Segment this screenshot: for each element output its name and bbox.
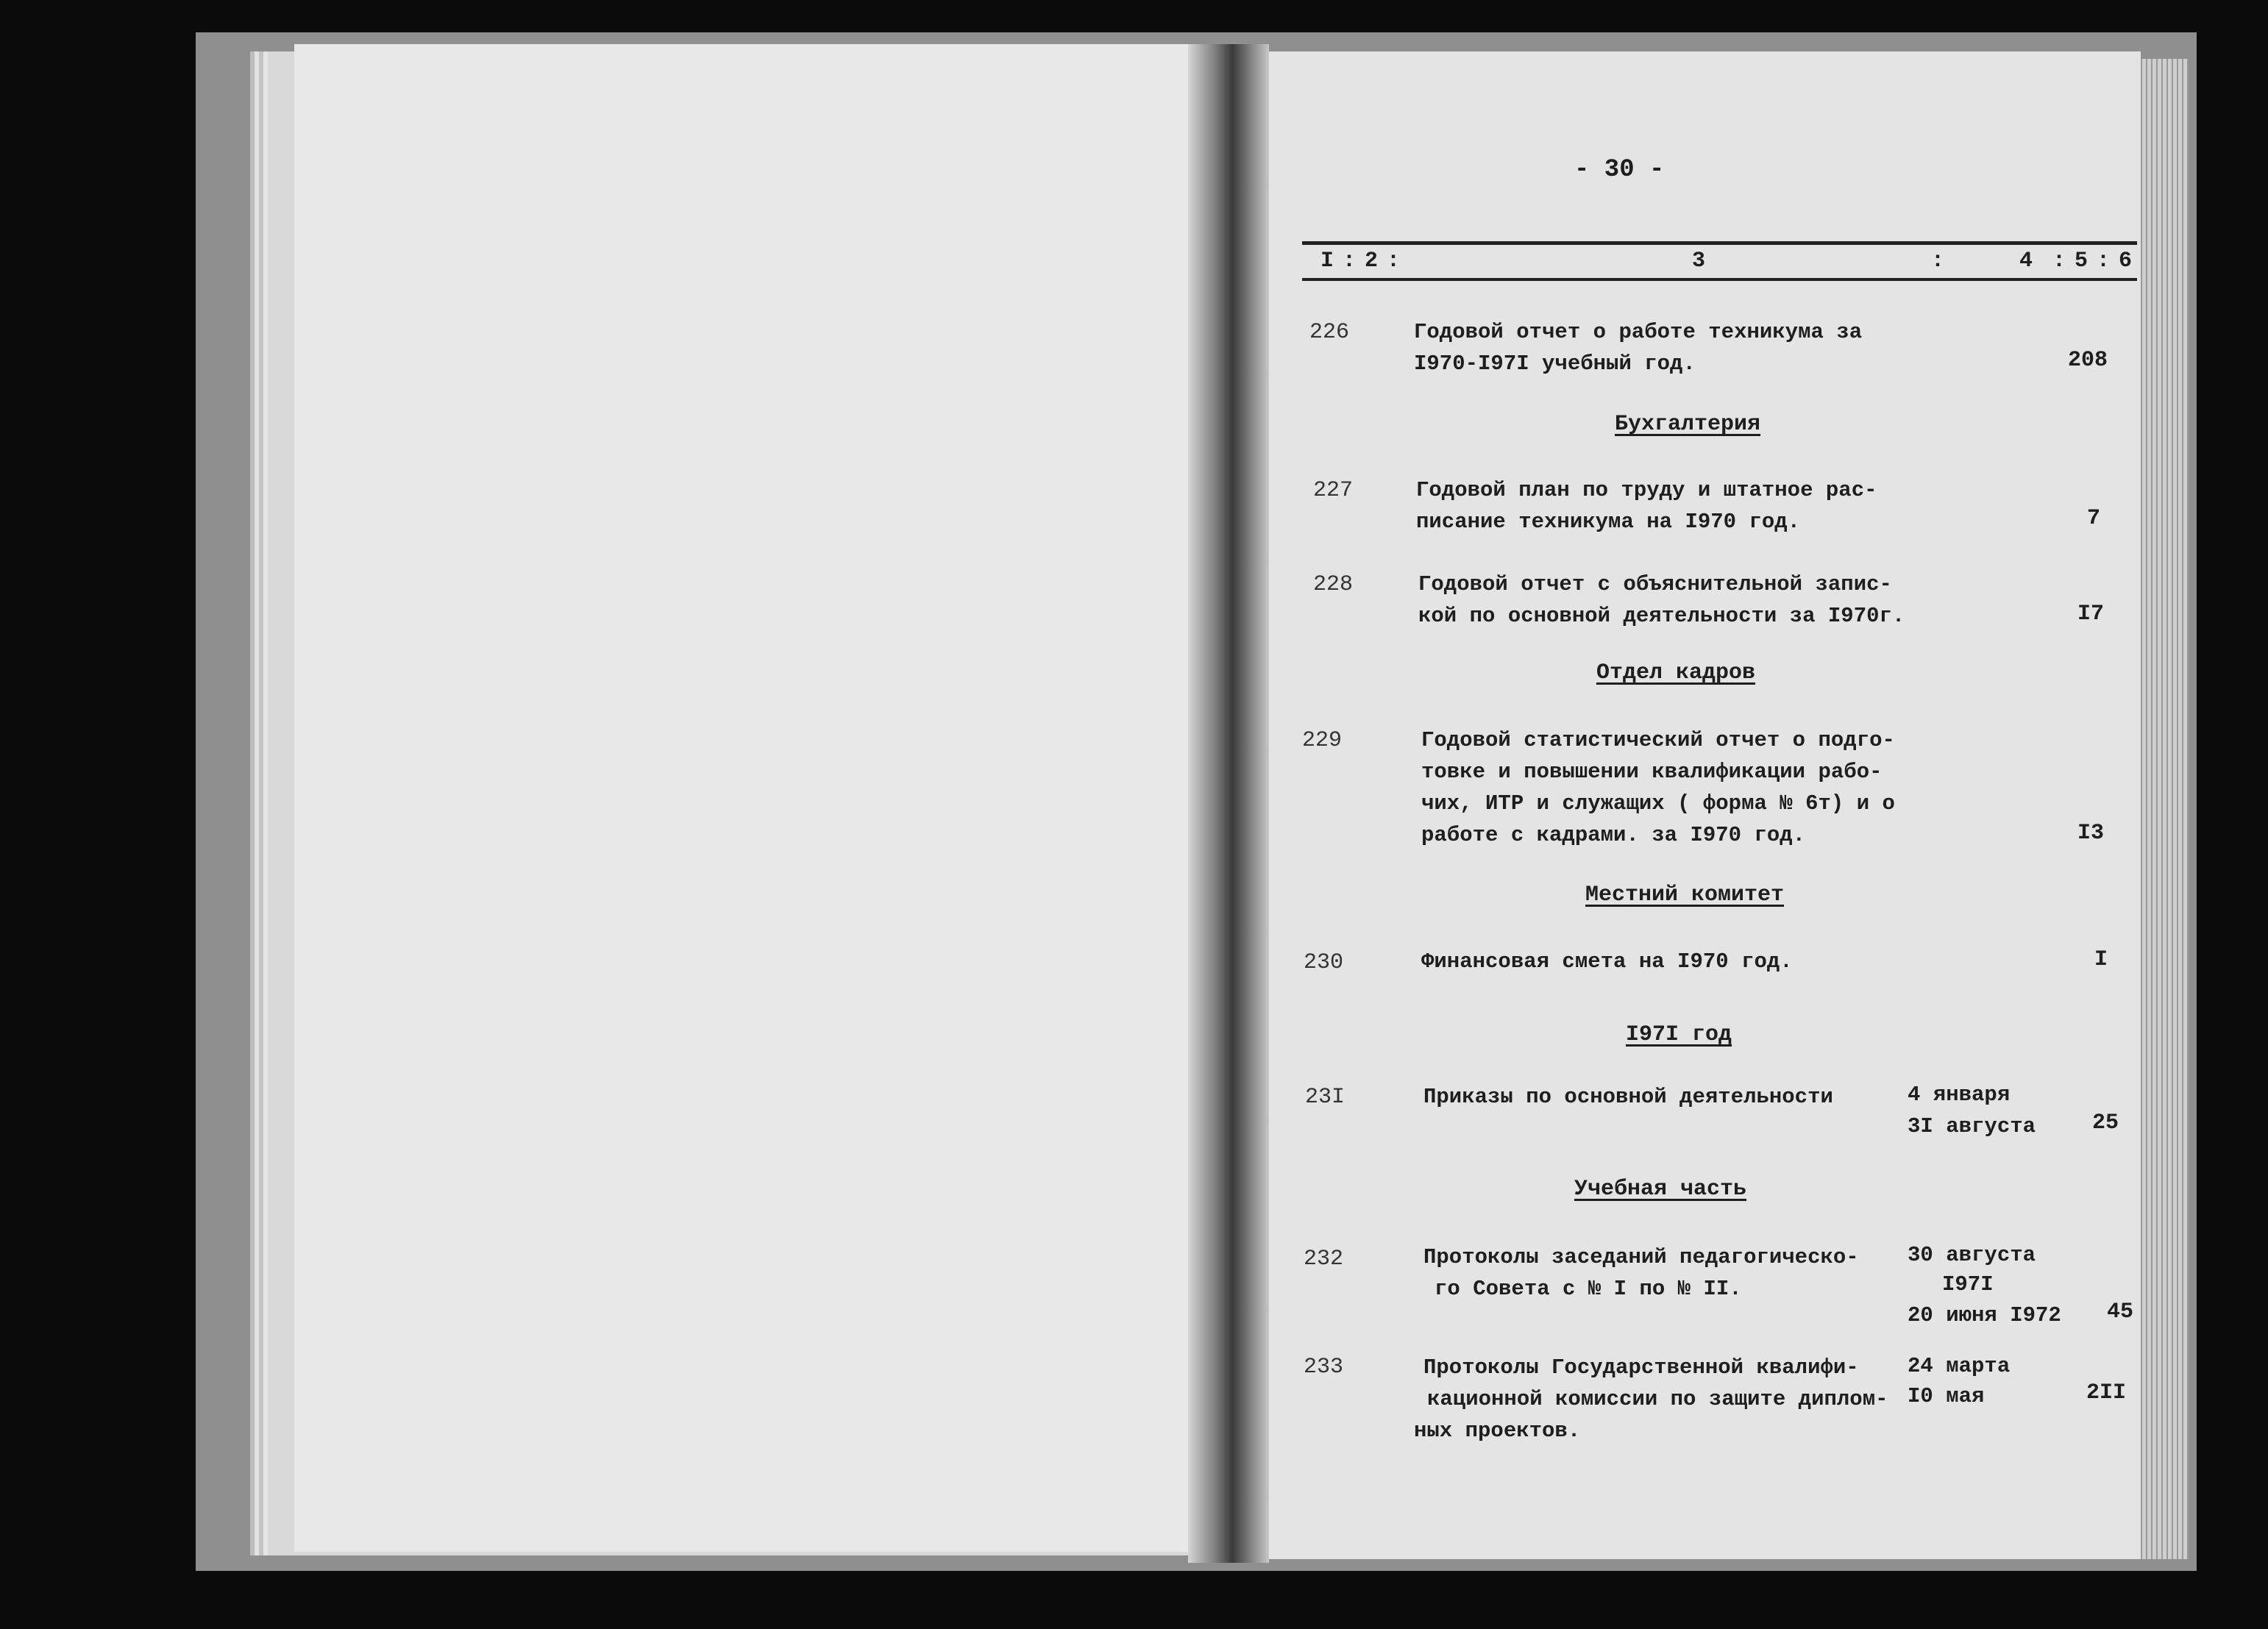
entry-description-line: чих, ИТР и служащих ( форма № 6т) и о [1421, 791, 1895, 816]
entry-sheet-count: I7 [2077, 602, 2104, 627]
entry-sheet-count: I [2094, 947, 2108, 972]
column-header-1: I [1320, 249, 1334, 274]
column-separator: : [1343, 249, 1357, 274]
column-separator: : [2097, 249, 2111, 274]
section-heading: Учебная часть [1574, 1177, 1747, 1202]
entry-number: 230 [1304, 950, 1344, 975]
section-heading: I97I год [1626, 1022, 1732, 1047]
column-header-4: 4 [2019, 249, 2033, 274]
book-gutter [1188, 44, 1269, 1563]
section-heading: Бухгалтерия [1615, 412, 1761, 437]
entry-sheet-count: 208 [2067, 348, 2108, 373]
table-rule-top [1302, 241, 2137, 245]
entry-number: 228 [1313, 572, 1354, 597]
entry-description-line: писание техникума на I970 год. [1416, 510, 1801, 534]
section-heading: Местний комитет [1585, 883, 1785, 908]
entry-description-line: Протоколы заседаний педагогическо- [1423, 1245, 1859, 1269]
entry-description-line: Годовой статистический отчет о подго- [1421, 728, 1895, 752]
entry-description-line: кационной комиссии по защите диплом- [1427, 1387, 1888, 1411]
entry-sheet-count: 45 [2106, 1300, 2133, 1325]
entry-date: 4 января [1908, 1083, 2011, 1107]
entry-date: I0 мая [1908, 1384, 1985, 1408]
entry-date: 20 июня I972 [1908, 1303, 2061, 1327]
entry-date: I97I [1942, 1272, 1994, 1297]
entry-number: 226 [1309, 320, 1350, 345]
right-page [1251, 51, 2141, 1559]
column-separator: : [2052, 249, 2066, 274]
entry-sheet-count: I3 [2077, 821, 2104, 846]
entry-number: 233 [1304, 1355, 1344, 1380]
entry-description-line: ных проектов. [1414, 1419, 1581, 1443]
entry-date: 3I августа [1908, 1114, 2036, 1138]
page-number: - 30 - [1574, 156, 1665, 184]
entry-date: 24 марта [1908, 1354, 2011, 1378]
page-stack-right [2137, 59, 2189, 1559]
entry-description-line: Годовой отчет с объяснительной запис- [1418, 572, 1892, 596]
column-separator: : [1387, 249, 1401, 274]
entry-description-line: товке и повышении квалификации рабо- [1421, 760, 1883, 784]
entry-description-line: I970-I97I учебный год. [1414, 352, 1696, 376]
entry-number: 229 [1302, 728, 1343, 753]
entry-description-line: го Совета с № I по № II. [1435, 1277, 1742, 1301]
table-rule-bottom [1302, 278, 2137, 281]
column-header-6: 6 [2119, 249, 2133, 274]
entry-sheet-count: 7 [2086, 506, 2100, 531]
entry-sheet-count: 25 [2091, 1111, 2119, 1136]
column-header-5: 5 [2075, 249, 2089, 274]
entry-description-line: работе с кадрами. за I970 год. [1421, 823, 1806, 847]
section-heading: Отдел кадров [1596, 660, 1756, 685]
entry-description-line: Финансовая смета на I970 год. [1421, 949, 1793, 974]
entry-description-line: Годовой план по труду и штатное рас- [1416, 478, 1877, 502]
entry-description-line: кой по основной деятельности за I970г. [1418, 604, 1905, 628]
entry-description-line: Приказы по основной деятельности [1423, 1085, 1833, 1109]
entry-number: 232 [1304, 1247, 1344, 1272]
entry-date: 30 августа [1908, 1243, 2036, 1267]
column-header-3: 3 [1692, 249, 1706, 274]
entry-description-line: Протоколы Государственной квалифи- [1423, 1355, 1859, 1380]
entry-number: 227 [1313, 478, 1354, 503]
entry-number: 23I [1305, 1085, 1345, 1110]
column-separator: : [1931, 249, 1945, 274]
blank-left-page [294, 44, 1214, 1552]
entry-description-line: Годовой отчет о работе техникума за [1414, 320, 1863, 344]
column-header-2: 2 [1365, 249, 1379, 274]
entry-sheet-count: 2II [2086, 1380, 2126, 1405]
